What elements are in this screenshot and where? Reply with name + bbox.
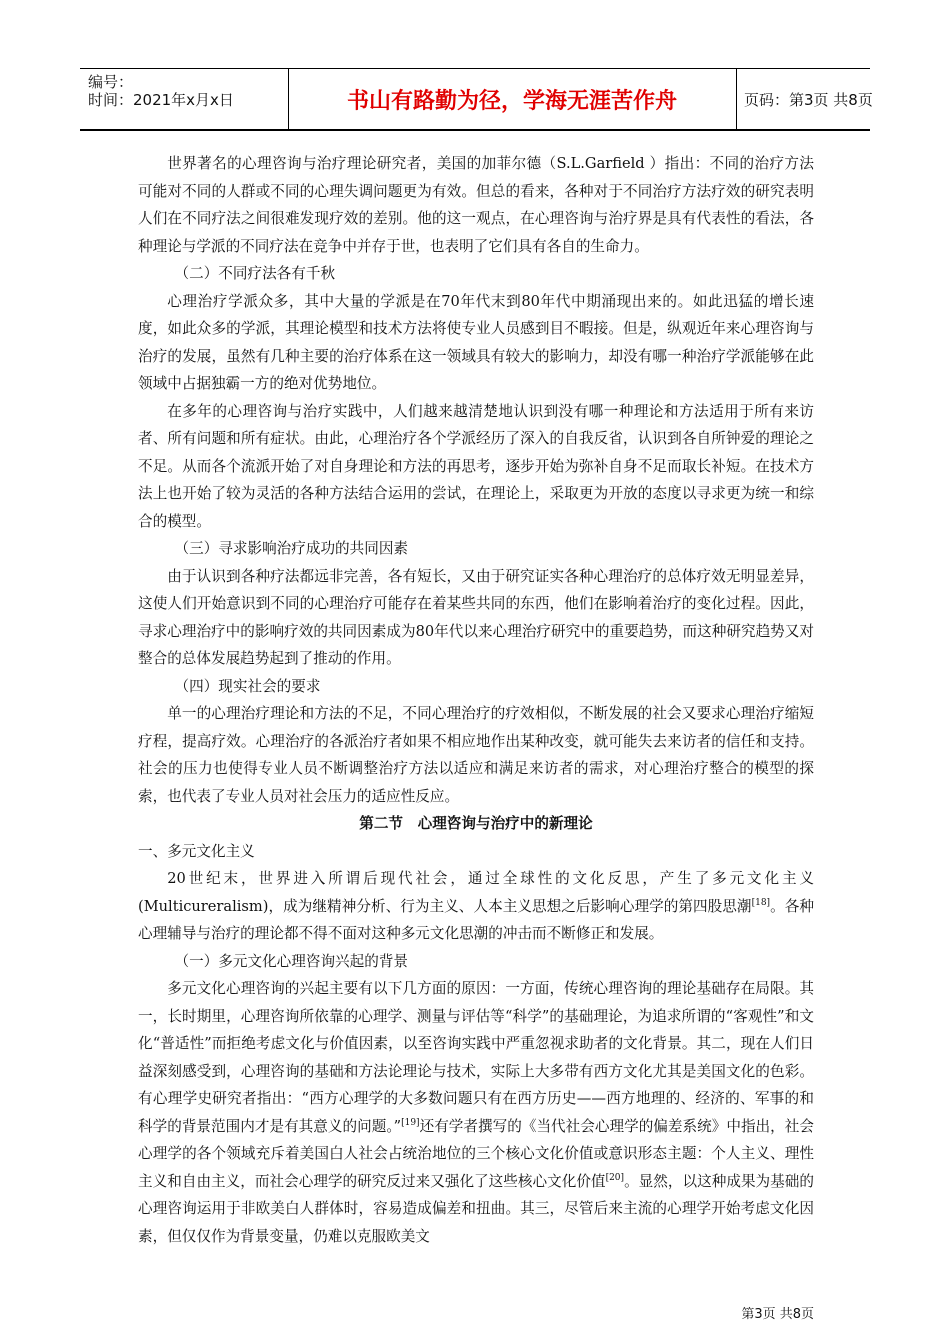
subheading: （二）不同疗法各有千秋: [174, 265, 336, 282]
page-header: [80, 68, 873, 131]
paragraph-text: 20世纪末，世界进入所谓后现代社会，通过全球性的文化反思，产生了多元文化主义(Multicureralism)，成为继精神分析、行为主义、人本主义思想之后影响心理学的第四股思潮: [138, 870, 814, 915]
paragraph: [138, 975, 814, 1250]
header-meta: [80, 69, 289, 129]
paragraph: 世界著名的心理咨询与治疗理论研究者，美国的加菲尔德（S.L.Garfield ）指出：不同的治疗方法可能对不同的人群或不同的心理失调问题更为有效。但总的看来，各种对于不同治疗方法疗效的研究表明人们在不同疗法之间很难发现疗效的差别。他的这一观点，在心理咨询与治疗界是具有代表性的看法，各种理论与学派的不同疗法在竞争中并存于世，也表明了它们具有各自的生命力。: [138, 155, 814, 255]
header-motto: 书山有路勤为径，学海无涯苦作舟: [288, 69, 737, 129]
citation: [20]: [605, 1172, 625, 1183]
paragraph: [138, 865, 814, 948]
subheading: （三）寻求影响治疗成功的共同因素: [174, 540, 409, 557]
citation: [19]: [401, 1117, 420, 1128]
paragraph: 由于认识到各种疗法都远非完善，各有短长，又由于研究证实各种心理治疗的总体疗效无明显差异，这使人们开始意识到不同的心理治疗可能存在着某些共同的东西，他们在影响着治疗的变化过程。因此，寻求心理治疗中的影响疗效的共同因素成为80年代以来心理治疗研究中的重要趋势，而这种研究趋势又对整合的总体发展趋势起到了推动的作用。: [138, 567, 814, 667]
paragraph-text: 还有学者撰写的《当代社会心理学的偏差系统》中指出，社会心理学的各个领域充斥着美国白人社会占统治地位的三个核心文化价值或意识形态主题：个人主义、理性主义和自由主义，而社会心理学的研究反过来又强化了这些核心文化价值: [138, 1117, 814, 1190]
heading: 一、多元文化主义: [138, 842, 255, 860]
paragraph: 单一的心理治疗理论和方法的不足，不同心理治疗的疗效相似，不断发展的社会又要求心理治疗缩短疗程，提高疗效。心理治疗的各派治疗者如果不相应地作出某种改变，就可能失去来访者的信任和支持。社会的压力也使得专业人员不断调整治疗方法以适应和满足来访者的需求，对心理治疗整合的模型的探索，也代表了专业人员对社会压力的适应性反应。: [138, 705, 814, 805]
paragraph: 心理治疗学派众多，其中大量的学派是在70年代末到80年代中期涌现出来的。如此迅猛的增长速度，如此众多的学派，其理论模型和技术方法将使专业人员感到目不暇接。但是，纵观近年来心理咨询与治疗的发展，虽然有几种主要的治疗体系在这一领域具有较大的影响力，却没有哪一种治疗学派能够在此领域中占据独霸一方的绝对优势地位。: [138, 292, 814, 392]
subheading: （一）多元文化心理咨询兴起的背景: [174, 952, 409, 970]
subheading: （四）现实社会的要求: [174, 677, 321, 695]
document-date: 时间：2021年x月x日: [88, 91, 234, 109]
citation: [18]: [751, 897, 771, 908]
paragraph: 在多年的心理咨询与治疗实践中，人们越来越清楚地认识到没有哪一种理论和方法适用于所有来访者、所有问题和所有症状。由此，心理治疗各个学派经历了深入的自我反省，认识到各自所钟爱的理论之不足。从而各个流派开始了对自身理论和方法的再思考，逐步开始为弥补自身不足而取长补短。在技术方法上也开始了较为灵活的各种方法结合运用的尝试，在理论上，采取更为开放的态度以寻求更为统一和综合的模型。: [138, 402, 814, 530]
paragraph-text: 。显然，以这种成果为基础的心理咨询运用于非欧美白人群体时，容易造成偏差和扭曲。其三，尽管后来主流的心理学开始考虑文化因素，但仅仅作为背景变量，仍难以克服欧美文: [138, 1172, 814, 1245]
document-number-label: 编号：: [88, 73, 134, 91]
paragraph-text: 。各种心理辅导与治疗的理论都不得不面对这种多元文化思潮的冲击而不断修正和发展。: [138, 897, 814, 942]
document-body: [138, 150, 814, 1250]
section-title: 第二节 心理咨询与治疗中的新理论: [359, 815, 593, 832]
page-footer: 第3页 共8页: [741, 1307, 814, 1322]
paragraph-text: 多元文化心理咨询的兴起主要有以下几方面的原因：一方面，传统心理咨询的理论基础存在局限。其一，长时期里，心理咨询所依靠的心理学、测量与评估等“科学”的基础理论，为追求所谓的“客观性”和文化“普适性”而拒绝考虑文化与价值因素，以至咨询实践中严重忽视求助者的文化背景。其二，现在人们日益深刻感受到，心理咨询的基础和方法论理论与技术，实际上大多带有西方文化尤其是美国文化的色彩。有心理学史研究者指出：“西方心理学的大多数问题只有在西方历史——西方地理的、经济的、军事的和科学的背景范围内才是有其意义的问题。”: [138, 980, 814, 1135]
header-page-number: 页码：第3页 共8页: [744, 90, 873, 109]
